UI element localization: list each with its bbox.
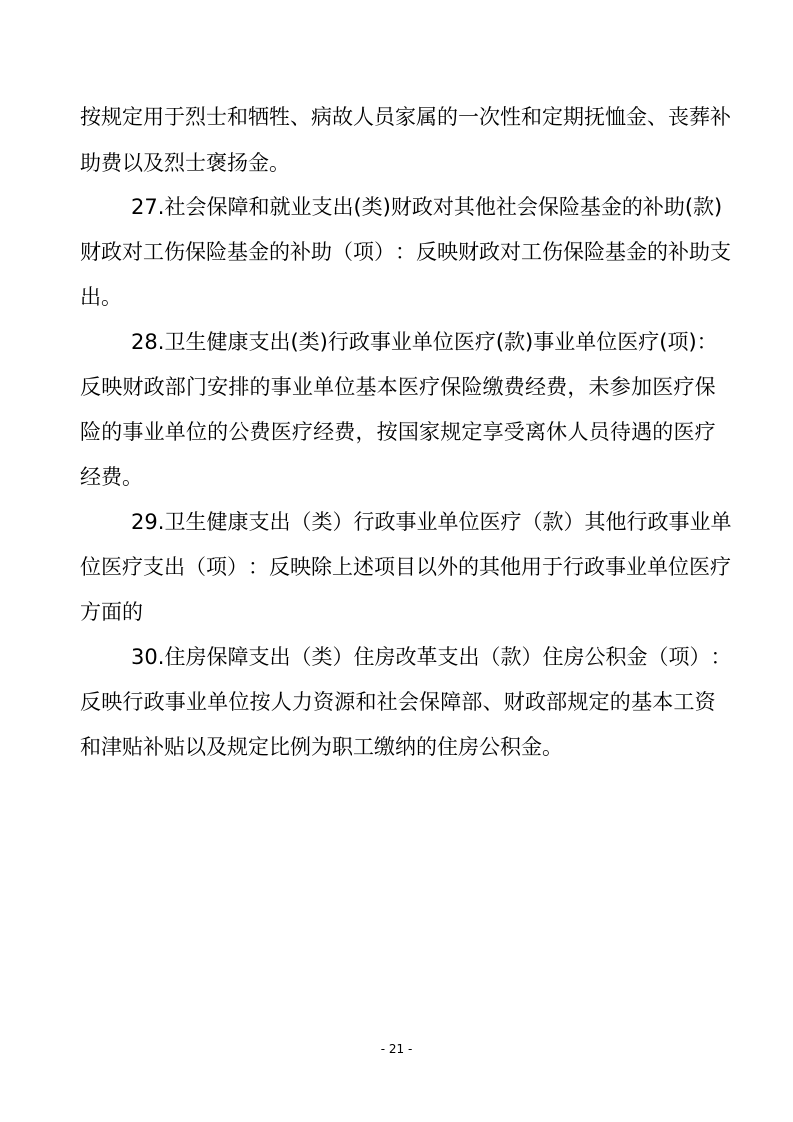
item-29-heading-line: 2 9 . 卫 生 健 康 支 出 （ 类 ） 行 政 事 业 单 位 医 疗 （ 款 ） 其 他 行 政 事 业 单 (131, 510, 732, 534)
paragraph-line: 反 映 行 政 事 业 单 位 按 人 力 资 源 和 社 会 保 障 部 、 财 政 部 规 定 的 基 本 工 资 (80, 690, 716, 714)
paragraph-line: 险 的 事 业 单 位 的 公 费 医 疗 经 费 ， 按 国 家 规 定 享 受 离 休 人 员 待 遇 的 医 疗 (80, 420, 716, 444)
paragraph-line: 和津贴补贴以及规定比例为职工缴纳的住房公积金。 (80, 735, 563, 759)
paragraph-line: 助费以及烈士褒扬金。 (80, 151, 290, 175)
item-28-heading-line: 2 8 . 卫 生 健 康 支 出 ( 类 ) 行 政 事 业 单 位 医 疗 ( 款 ) 事 业 单 位 医 疗 ( 项 ) ： (131, 330, 718, 354)
paragraph-line: 反 映 财 政 部 门 安 排 的 事 业 单 位 基 本 医 疗 保 险 缴 费 经 费 ， 未 参 加 医 疗 保 (80, 375, 716, 399)
page-number: - 21 - (380, 1042, 413, 1056)
item-30-heading-line: 3 0 . 住 房 保 障 支 出 （ 类 ） 住 房 改 革 支 出 （ 款 ） 住 房 公 积 金 （ 项 ） ： (131, 645, 732, 669)
paragraph-line: 经费。 (80, 465, 143, 489)
paragraph-line: 出。 (80, 285, 122, 309)
paragraph-line: 财 政 对 工 伤 保 险 基 金 的 补 助 （ 项 ） ： 反 映 财 政 对 工 伤 保 险 基 金 的 补 助 支 (80, 240, 731, 264)
paragraph-line: 按 规 定 用 于 烈 士 和 牺 牲 、 病 故 人 员 家 属 的 一 次 性 和 定 期 抚 恤 金 、 丧 葬 补 (80, 105, 731, 129)
paragraph-line: 方面的 (80, 600, 143, 624)
paragraph-line: 位 医 疗 支 出 （ 项 ） ： 反 映 除 上 述 项 目 以 外 的 其 他 用 于 行 政 事 业 单 位 医 疗 (80, 555, 731, 579)
item-27-heading-line: 2 7 . 社 会 保 障 和 就 业 支 出 ( 类 ) 财 政 对 其 他 社 会 保 险 基 金 的 补 助 ( 款 ) (131, 195, 723, 219)
